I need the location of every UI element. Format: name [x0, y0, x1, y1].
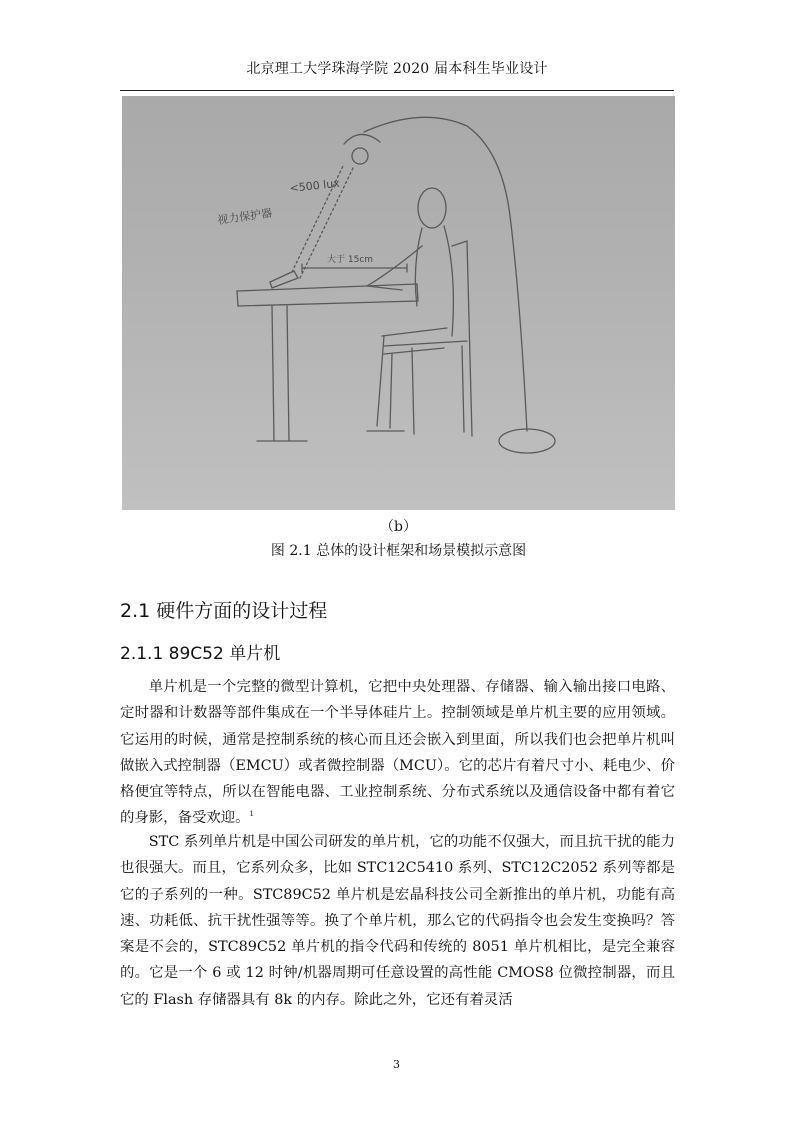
- paragraph-mcu-intro-text: 单片机是一个完整的微型计算机，它把中央处理器、存储器、输入输出接口电路、定时器和计数器等部件集成在一个半导体硅片上。控制领域是单片机主要的应用领域。它运用的时候，通常是控制系统的核心而且还会嵌入到里面，所以我们也会把单片机叫做嵌入式控制器（EMCU）或者微控制器（MCU）。它的芯片有着尺寸小、耗电少、价格便宜等特点，所以在智能电器、工业控制系统、分布式系统以及通信设备中都有着它的身影，备受欢迎。: [120, 679, 675, 827]
- vision-protector-device: [270, 271, 298, 288]
- person-torso: [415, 226, 453, 336]
- lamp-base: [499, 429, 555, 453]
- figure-subcaption: （b）: [380, 519, 417, 535]
- sketch-label-lamp-reading: <500 lux: [288, 176, 341, 195]
- header-rule: [120, 90, 674, 91]
- lamp-bulb-icon: [352, 148, 368, 164]
- lamp-hood: [344, 134, 380, 144]
- paragraph-stc-series: [120, 829, 675, 1013]
- page-header-title: 北京理工大学珠海学院 2020 届本科生毕业设计: [246, 61, 548, 77]
- sketch-label-device: 视力保护器: [216, 206, 273, 227]
- paragraph-mcu-intro: [120, 674, 675, 832]
- desk-top: [237, 284, 418, 306]
- desk-leg: [257, 306, 307, 441]
- distance-arrow: [302, 264, 407, 272]
- section-heading: 2.1 硬件方面的设计过程: [120, 600, 328, 622]
- subsection-heading: 2.1.1 89C52 单片机: [120, 644, 281, 664]
- chair: [384, 241, 472, 436]
- pencil-sketch-drawing: [122, 96, 675, 510]
- sketch-label-distance: 大于 15cm: [327, 255, 374, 265]
- paragraph-stc-series-text: STC 系列单片机是中国公司研发的单片机，它的功能不仅强大，而且抗干扰的能力也很强大。而且，它系列众多，比如 STC12C5410 系列、STC12C2052 系列等都是它的子系列的一种。STC89C52 单片机是宏晶科技公司全新推出的单片机，功能有高速、功耗低、抗干扰性强等等。换了个单片机，那么它的代码指令也会发生变换吗？答案是不会的，STC89C52 单片机的指令代码和传统的 8051 单片机相比，是完全兼容的。它是一个 6 或 12 时钟/机器周期可任意设置的高性能 CMOS8 位微控制器，而且它的 Flash 存储器具有 8k 的内存。除此之外，它还有着灵活: [120, 834, 675, 1008]
- lamp-arm: [364, 117, 527, 431]
- footnote-marker: 1: [249, 810, 254, 819]
- person-head: [418, 188, 446, 228]
- figure-caption: 图 2.1 总体的设计框架和场景模拟示意图: [270, 543, 527, 559]
- page-number: 3: [393, 1058, 400, 1071]
- scene-sketch-photo: [122, 96, 675, 510]
